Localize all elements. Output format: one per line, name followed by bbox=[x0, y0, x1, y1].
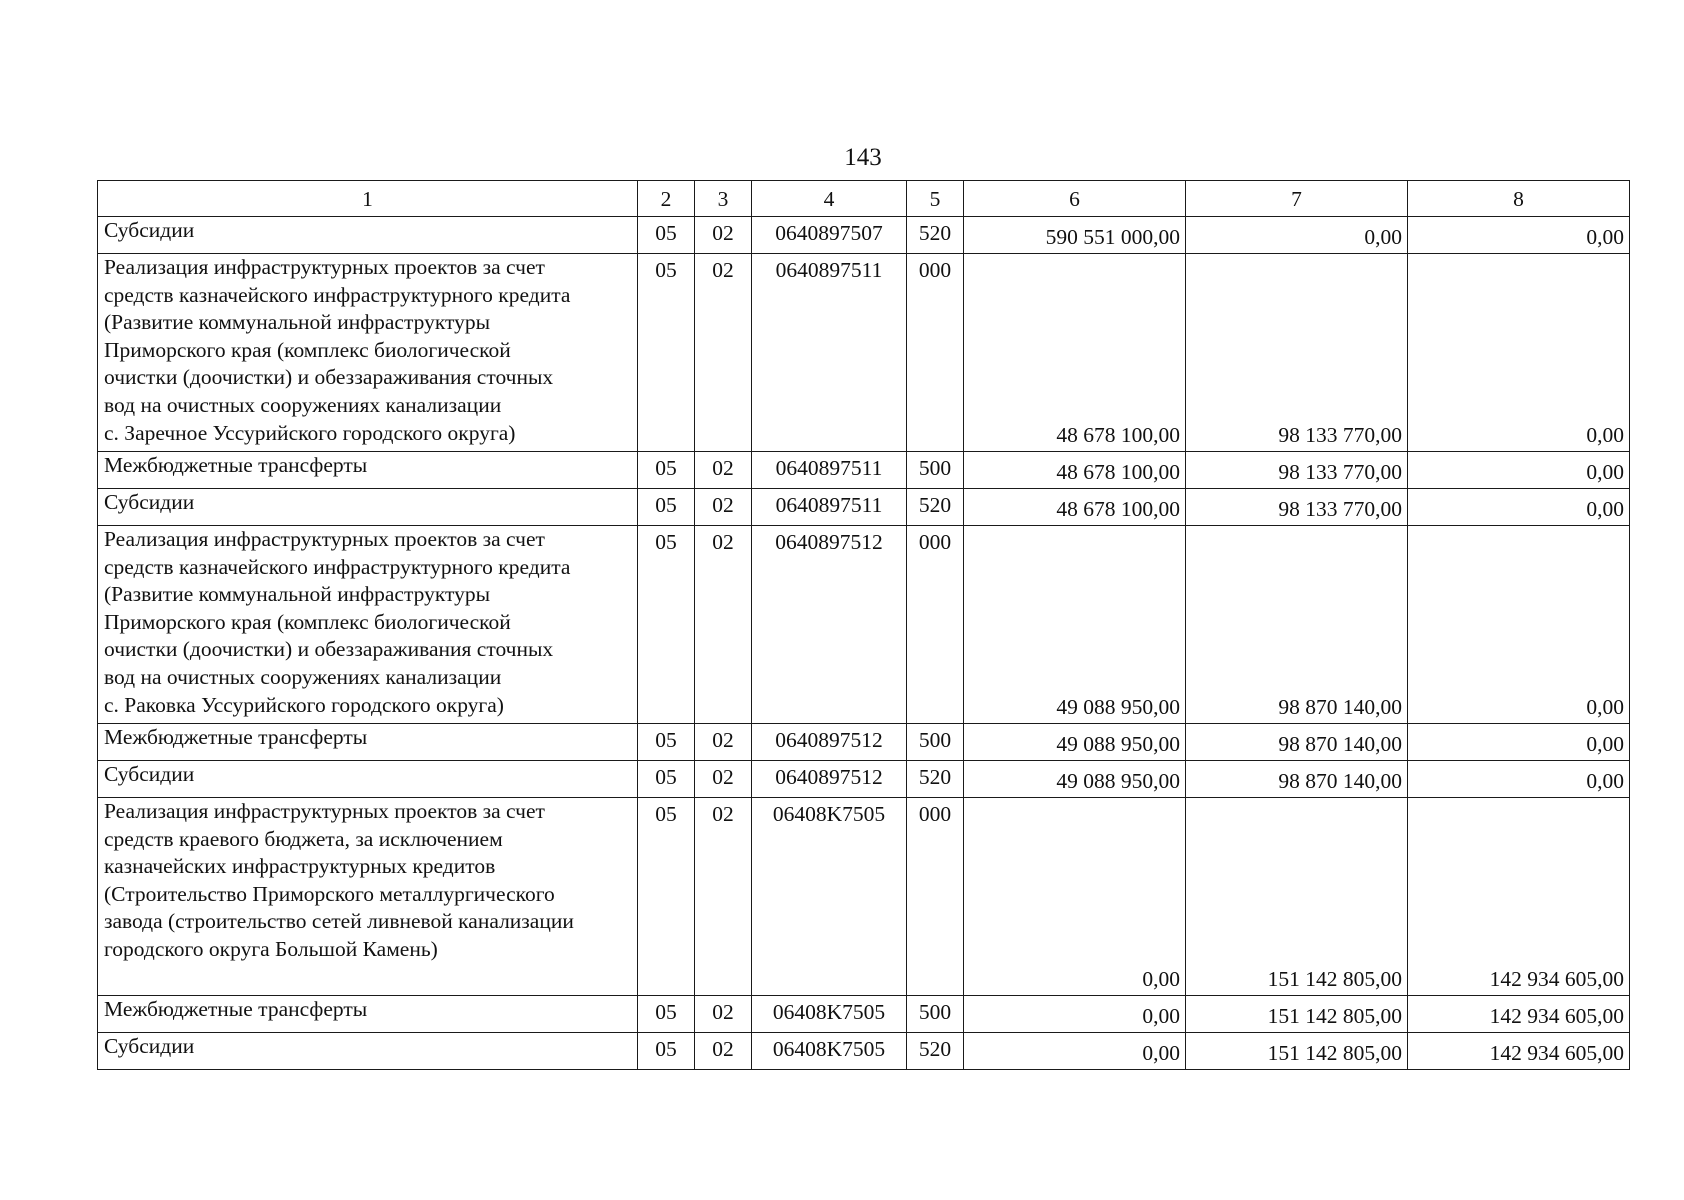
section-code-cell: 05 bbox=[638, 489, 695, 526]
section-code-cell: 05 bbox=[638, 1033, 695, 1070]
subsection-code-cell: 02 bbox=[695, 217, 752, 254]
expense-type-cell: 500 bbox=[907, 452, 964, 489]
subsection-code-cell: 02 bbox=[695, 489, 752, 526]
target-code-cell: 0640897507 bbox=[752, 217, 907, 254]
table-body bbox=[98, 181, 1630, 1070]
row-name-cell: Субсидии bbox=[98, 217, 638, 254]
amount-col6-cell: 0,00 bbox=[964, 798, 1186, 996]
amount-col7-cell: 98 870 140,00 bbox=[1186, 724, 1408, 761]
row-name-cell: Реализация инфраструктурных проектов за счет средств казначейского инфраструктурного кредита (Развитие коммунальной инфраструктуры Приморского края (комплекс биологической очистки (доочистки) и обеззараживания сточных вод на очистных сооружениях канализации с. Раковка Уссурийского городского округа) bbox=[98, 526, 638, 724]
amount-col8-cell: 0,00 bbox=[1408, 761, 1630, 798]
subsection-code-cell: 02 bbox=[695, 996, 752, 1033]
amount-col6-cell: 49 088 950,00 bbox=[964, 526, 1186, 724]
section-code-cell: 05 bbox=[638, 526, 695, 724]
row-name-cell: Межбюджетные трансферты bbox=[98, 996, 638, 1033]
expense-type-cell: 520 bbox=[907, 489, 964, 526]
header-row bbox=[98, 181, 1630, 217]
subsection-code-cell: 02 bbox=[695, 526, 752, 724]
table-row bbox=[98, 761, 1630, 798]
amount-col7-cell: 151 142 805,00 bbox=[1186, 996, 1408, 1033]
subsection-code-cell: 02 bbox=[695, 761, 752, 798]
expense-type-cell: 000 bbox=[907, 254, 964, 452]
row-name-cell: Межбюджетные трансферты bbox=[98, 452, 638, 489]
amount-col6-cell: 590 551 000,00 bbox=[964, 217, 1186, 254]
header-cell-5: 5 bbox=[907, 181, 964, 217]
section-code-cell: 05 bbox=[638, 217, 695, 254]
target-code-cell: 0640897511 bbox=[752, 489, 907, 526]
amount-col8-cell: 0,00 bbox=[1408, 489, 1630, 526]
budget-table bbox=[97, 180, 1630, 1070]
subsection-code-cell: 02 bbox=[695, 724, 752, 761]
expense-type-cell: 500 bbox=[907, 996, 964, 1033]
row-name-cell: Реализация инфраструктурных проектов за счет средств краевого бюджета, за исключением казначейских инфраструктурных кредитов (Строительство Приморского металлургического завода (строительство сетей ливневой канализации городского округа Большой Камень) bbox=[98, 798, 638, 996]
amount-col6-cell: 0,00 bbox=[964, 996, 1186, 1033]
target-code-cell: 06408K7505 bbox=[752, 996, 907, 1033]
amount-col8-cell: 0,00 bbox=[1408, 217, 1630, 254]
amount-col6-cell: 48 678 100,00 bbox=[964, 452, 1186, 489]
target-code-cell: 06408K7505 bbox=[752, 798, 907, 996]
table-row bbox=[98, 489, 1630, 526]
section-code-cell: 05 bbox=[638, 761, 695, 798]
amount-col6-cell: 0,00 bbox=[964, 1033, 1186, 1070]
amount-col6-cell: 49 088 950,00 bbox=[964, 724, 1186, 761]
subsection-code-cell: 02 bbox=[695, 798, 752, 996]
expense-type-cell: 000 bbox=[907, 526, 964, 724]
amount-col8-cell: 0,00 bbox=[1408, 452, 1630, 489]
amount-col8-cell: 0,00 bbox=[1408, 254, 1630, 452]
expense-type-cell: 000 bbox=[907, 798, 964, 996]
target-code-cell: 06408K7505 bbox=[752, 1033, 907, 1070]
header-cell-8: 8 bbox=[1408, 181, 1630, 217]
section-code-cell: 05 bbox=[638, 996, 695, 1033]
amount-col6-cell: 48 678 100,00 bbox=[964, 254, 1186, 452]
table-row bbox=[98, 1033, 1630, 1070]
row-name-cell: Субсидии bbox=[98, 489, 638, 526]
amount-col7-cell: 98 870 140,00 bbox=[1186, 526, 1408, 724]
page-number: 143 bbox=[844, 144, 882, 171]
section-code-cell: 05 bbox=[638, 452, 695, 489]
target-code-cell: 0640897511 bbox=[752, 254, 907, 452]
header-cell-6: 6 bbox=[964, 181, 1186, 217]
target-code-cell: 0640897512 bbox=[752, 761, 907, 798]
amount-col7-cell: 98 133 770,00 bbox=[1186, 452, 1408, 489]
row-name-cell: Реализация инфраструктурных проектов за счет средств казначейского инфраструктурного кредита (Развитие коммунальной инфраструктуры Приморского края (комплекс биологической очистки (доочистки) и обеззараживания сточных вод на очистных сооружениях канализации с. Заречное Уссурийского городского округа) bbox=[98, 254, 638, 452]
header-cell-3: 3 bbox=[695, 181, 752, 217]
amount-col8-cell: 142 934 605,00 bbox=[1408, 1033, 1630, 1070]
subsection-code-cell: 02 bbox=[695, 452, 752, 489]
amount-col8-cell: 0,00 bbox=[1408, 724, 1630, 761]
table-row bbox=[98, 254, 1630, 452]
row-name-cell: Субсидии bbox=[98, 1033, 638, 1070]
table-row bbox=[98, 724, 1630, 761]
table-row bbox=[98, 996, 1630, 1033]
amount-col6-cell: 49 088 950,00 bbox=[964, 761, 1186, 798]
row-name-cell: Субсидии bbox=[98, 761, 638, 798]
expense-type-cell: 520 bbox=[907, 217, 964, 254]
amount-col7-cell: 98 133 770,00 bbox=[1186, 489, 1408, 526]
table-row bbox=[98, 217, 1630, 254]
section-code-cell: 05 bbox=[638, 798, 695, 996]
header-cell-1: 1 bbox=[98, 181, 638, 217]
header-cell-7: 7 bbox=[1186, 181, 1408, 217]
table-row bbox=[98, 526, 1630, 724]
target-code-cell: 0640897512 bbox=[752, 526, 907, 724]
amount-col7-cell: 151 142 805,00 bbox=[1186, 798, 1408, 996]
amount-col8-cell: 142 934 605,00 bbox=[1408, 798, 1630, 996]
expense-type-cell: 520 bbox=[907, 1033, 964, 1070]
header-cell-4: 4 bbox=[752, 181, 907, 217]
amount-col7-cell: 0,00 bbox=[1186, 217, 1408, 254]
amount-col7-cell: 151 142 805,00 bbox=[1186, 1033, 1408, 1070]
amount-col8-cell: 142 934 605,00 bbox=[1408, 996, 1630, 1033]
amount-col8-cell: 0,00 bbox=[1408, 526, 1630, 724]
subsection-code-cell: 02 bbox=[695, 1033, 752, 1070]
expense-type-cell: 520 bbox=[907, 761, 964, 798]
section-code-cell: 05 bbox=[638, 724, 695, 761]
section-code-cell: 05 bbox=[638, 254, 695, 452]
header-cell-2: 2 bbox=[638, 181, 695, 217]
amount-col7-cell: 98 133 770,00 bbox=[1186, 254, 1408, 452]
table-row bbox=[98, 798, 1630, 996]
amount-col7-cell: 98 870 140,00 bbox=[1186, 761, 1408, 798]
row-name-cell: Межбюджетные трансферты bbox=[98, 724, 638, 761]
target-code-cell: 0640897512 bbox=[752, 724, 907, 761]
amount-col6-cell: 48 678 100,00 bbox=[964, 489, 1186, 526]
expense-type-cell: 500 bbox=[907, 724, 964, 761]
target-code-cell: 0640897511 bbox=[752, 452, 907, 489]
subsection-code-cell: 02 bbox=[695, 254, 752, 452]
table-row bbox=[98, 452, 1630, 489]
